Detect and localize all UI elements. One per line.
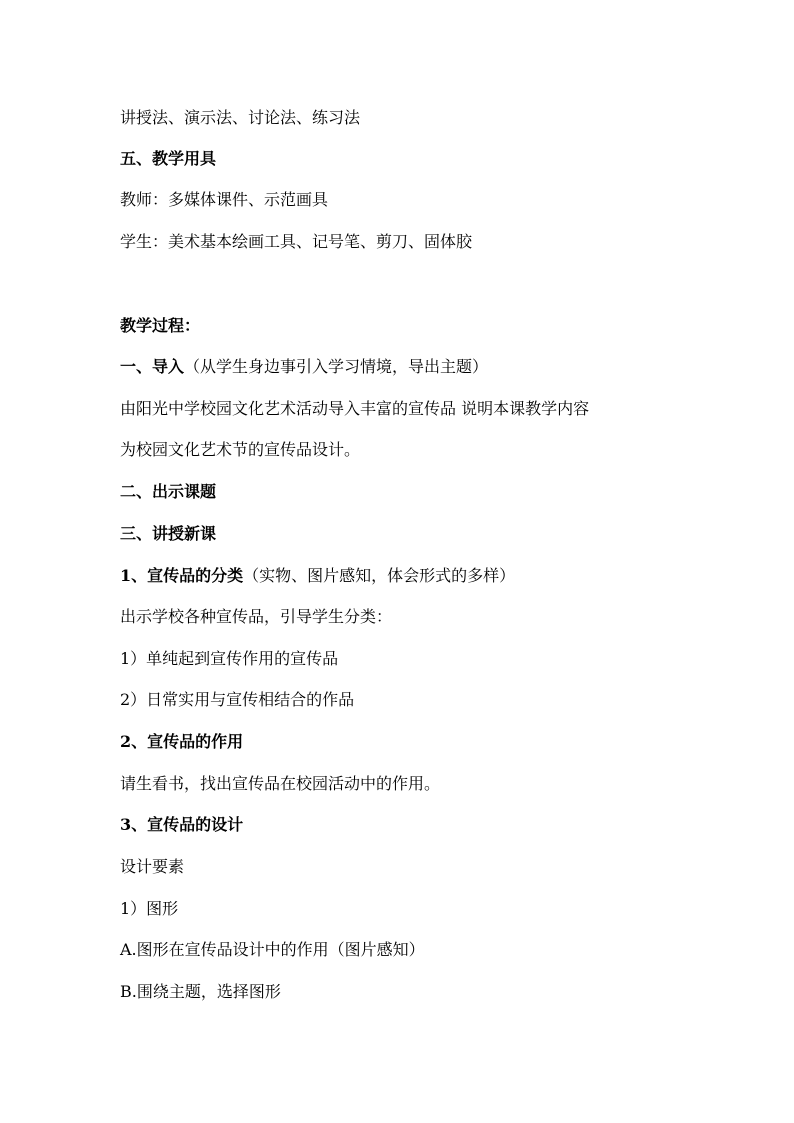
section-two-title: 二、出示课题 — [120, 482, 217, 501]
intro-note: （从学生身边事引入学习情境，导出主题） — [184, 357, 489, 376]
sub2-heading: 2、宣传品的作用 — [120, 732, 244, 751]
design-elements-text: 设计要素 — [120, 857, 185, 876]
teaching-process-title: 教学过程： — [120, 316, 201, 335]
graphic-item: 1）图形 — [120, 899, 179, 918]
sub1-item-1: 1）单纯起到宣传作用的宣传品 — [120, 649, 339, 668]
sub3-heading: 3、宣传品的设计 — [120, 815, 244, 834]
sub1-heading: 1、宣传品的分类 — [120, 566, 244, 585]
section-five-title: 五、教学用具 — [120, 149, 217, 168]
intro-heading: 一、导入 — [120, 357, 185, 376]
sub1-line — [120, 566, 515, 586]
sub1-note: （实物、图片感知，体会形式的多样） — [243, 566, 516, 585]
student-tools-text: 学生：美术基本绘画工具、记号笔、剪刀、固体胶 — [120, 232, 473, 251]
graphic-item-a: A.图形在宣传品设计中的作用（图片感知） — [120, 940, 425, 959]
intro-text-1: 由阳光中学校园文化艺术活动导入丰富的宣传品 说明本课教学内容 — [120, 399, 590, 418]
sub2-text: 请生看书，找出宣传品在校园活动中的作用。 — [120, 774, 441, 793]
teaching-methods-text: 讲授法、演示法、讨论法、练习法 — [120, 108, 361, 127]
intro-line — [120, 357, 488, 377]
sub1-item-2: 2）日常实用与宣传相结合的作品 — [120, 690, 355, 709]
sub1-text: 出示学校各种宣传品，引导学生分类： — [120, 607, 393, 626]
intro-text-2: 为校园文化艺术节的宣传品设计。 — [120, 440, 361, 459]
section-three-title: 三、讲授新课 — [120, 524, 217, 543]
graphic-item-b: B.围绕主题，选择图形 — [120, 982, 281, 1001]
teacher-tools-text: 教师：多媒体课件、示范画具 — [120, 190, 329, 209]
